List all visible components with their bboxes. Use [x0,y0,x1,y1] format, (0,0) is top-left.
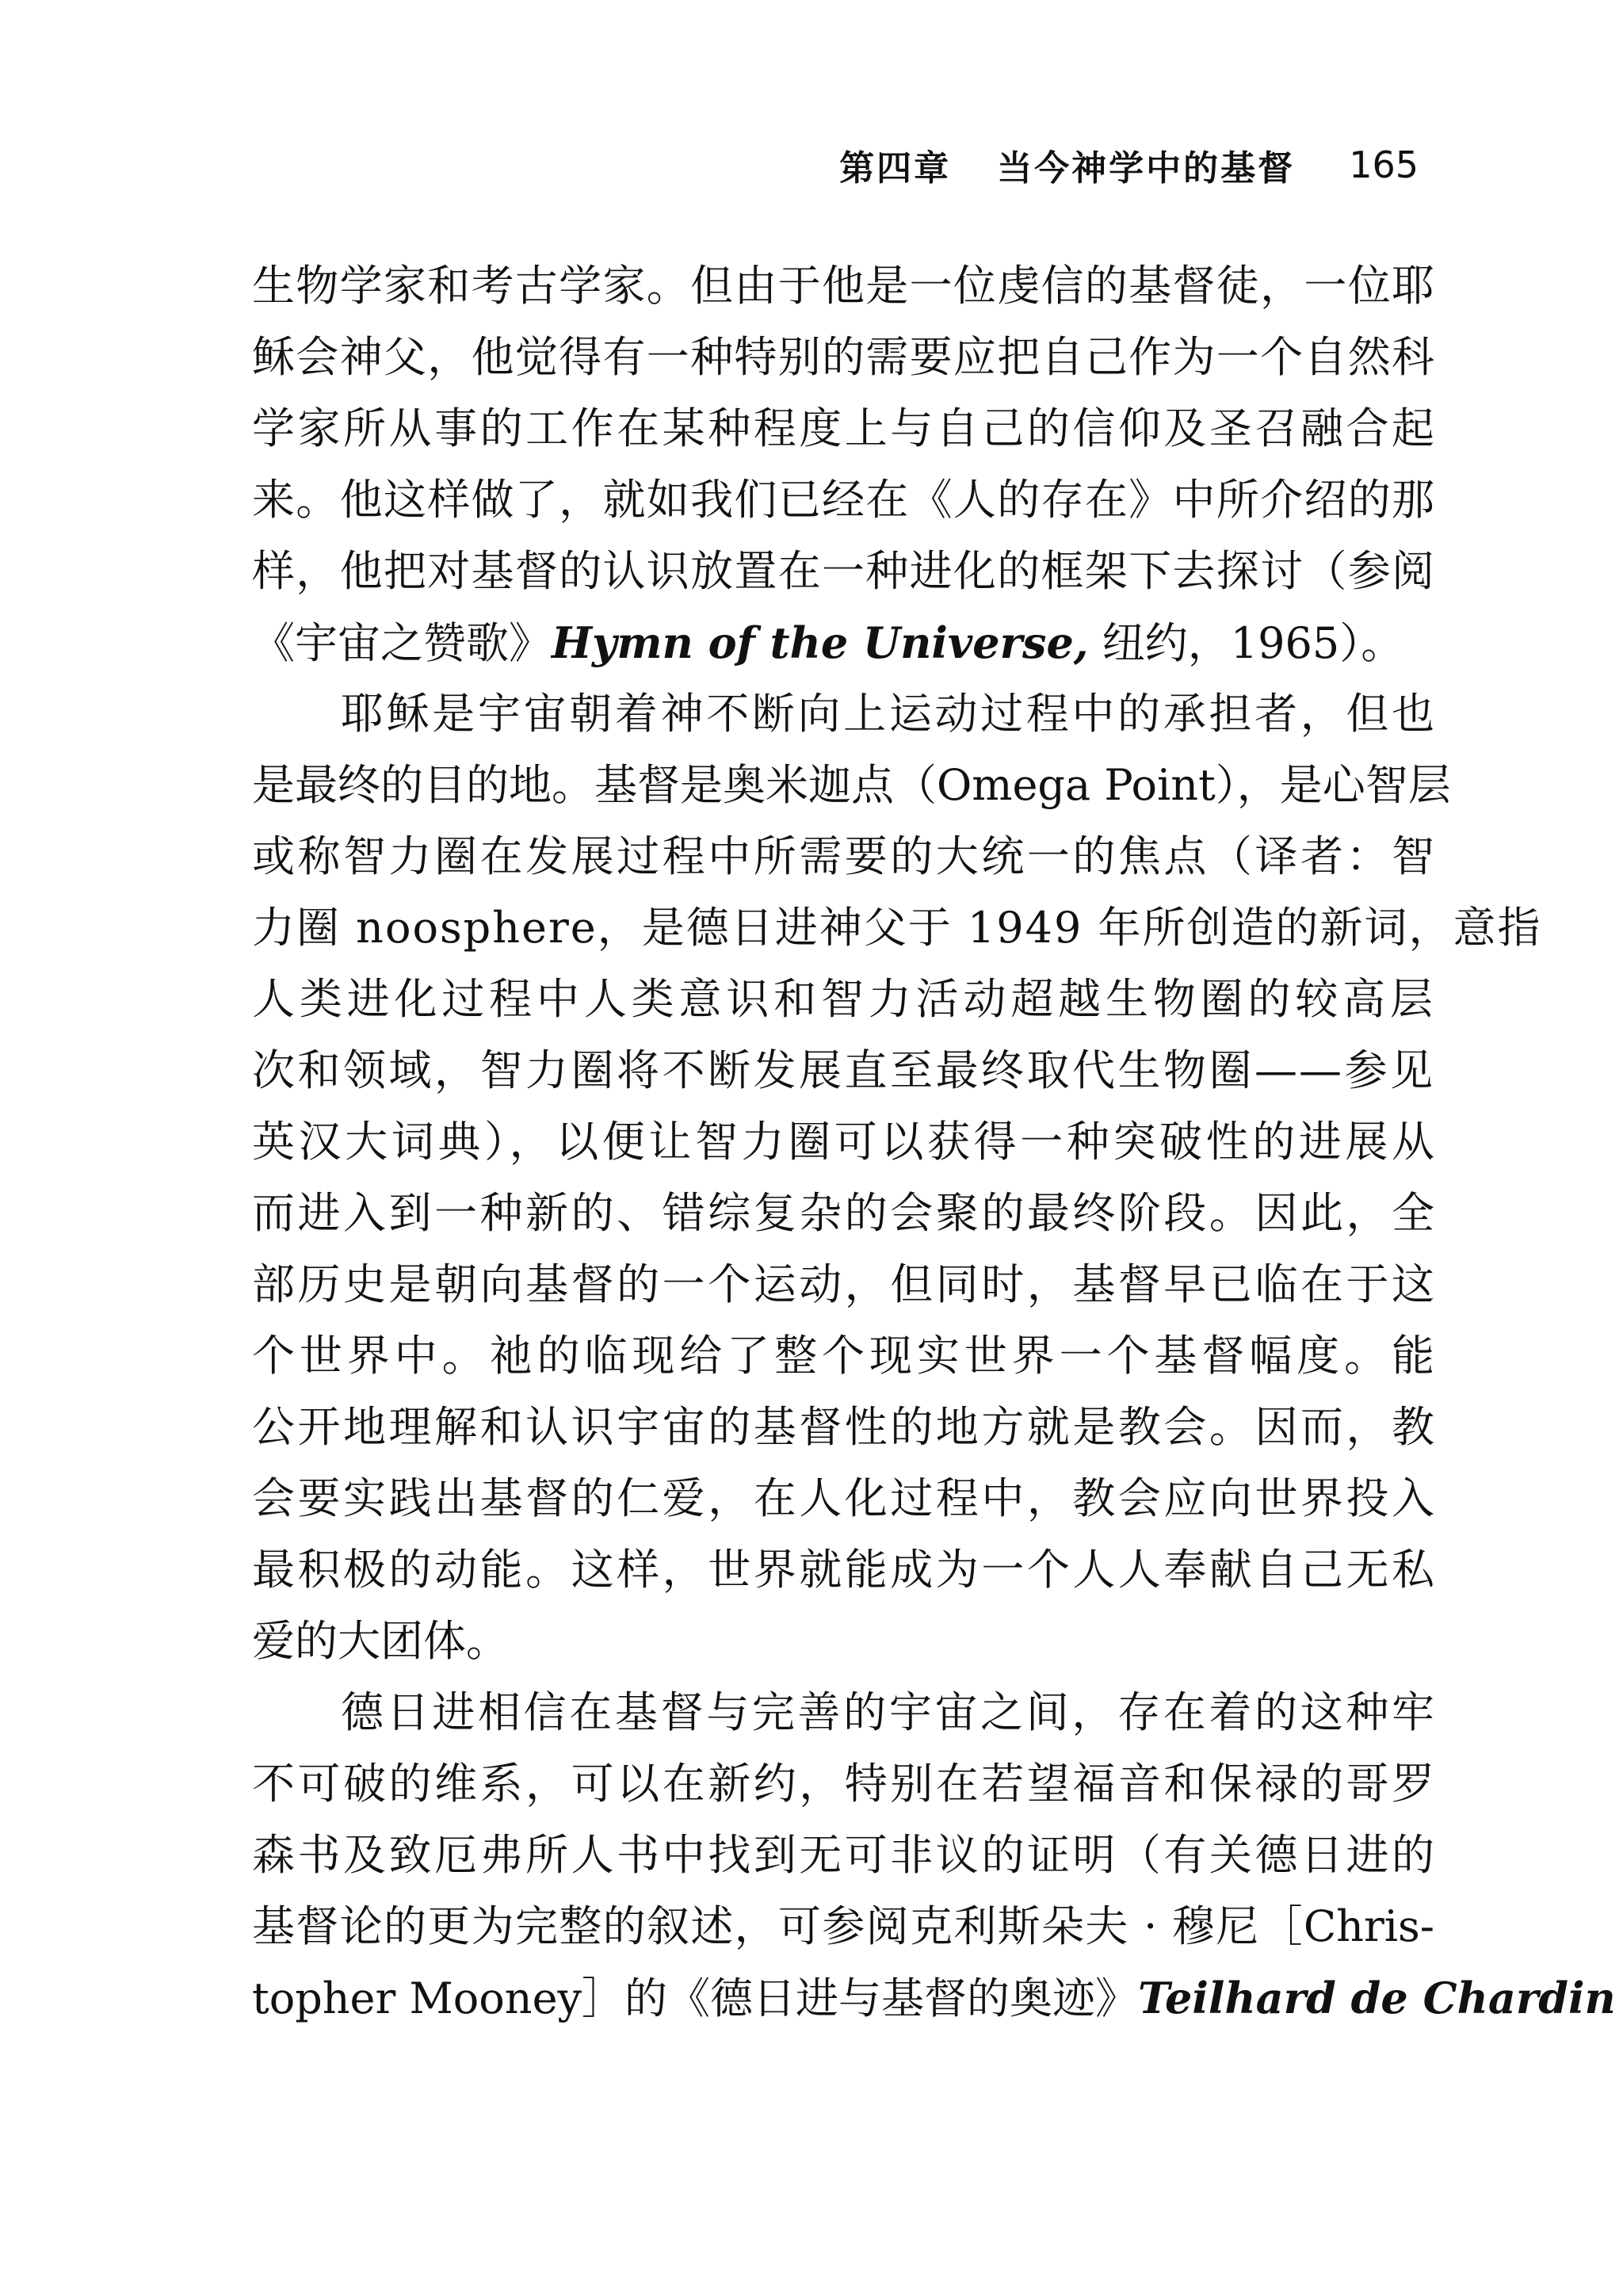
text-line: 样，他把对基督的认识放置在一种进化的框架下去探讨（参阅 [252,546,1434,596]
citation-title-en: Teilhard de Chardin [1138,1973,1616,2023]
citation-place-year: 纽约，1965）。 [1088,618,1404,668]
text-line: 生物学家和考古学家。但由于他是一位虔信的基督徒，一位耶 [252,261,1434,311]
chapter-label: 第四章 [839,148,952,189]
text-line: 会要实践出基督的仁爱，在人化过程中，教会应向世界投入 [252,1473,1434,1523]
text-line: 来。他这样做了，就如我们已经在《人的存在》中所介绍的那 [252,475,1434,525]
text-line: 是最终的目的地。基督是奥米迦点（Omega Point），是心智层 [252,760,1451,810]
text-line: 德日进相信在基督与完善的宇宙之间，存在着的这种牢 [341,1687,1434,1737]
body-text [252,250,1616,2034]
text-line: 稣会神父，他觉得有一种特别的需要应把自己作为一个自然科 [252,332,1434,382]
text-line: 学家所从事的工作在某种程度上与自己的信仰及圣召融合起 [252,403,1434,453]
page-number: 165 [1349,143,1419,186]
chapter-title: 当今神学中的基督 [997,148,1296,189]
text-line: 英汉大词典），以便让智力圈可以获得一种突破性的进展从 [252,1117,1434,1167]
text-line-citation [252,1962,1616,2034]
text-line-citation [252,607,1434,678]
text-line: 不可破的维系，可以在新约，特别在若望福音和保禄的哥罗 [252,1759,1434,1809]
citation-title-en: Hymn of the Universe, [552,617,1089,668]
text-line: 爱的大团体。 [252,1616,509,1666]
text-line: 最积极的动能。这样，世界就能成为一个人人奉献自己无私 [252,1545,1434,1595]
text-line-translator-note: 次和领域，智力圈将不断发展直至最终取代生物圈——参见 [252,1045,1434,1095]
text-line-translator-note: 人类进化过程中人类意识和智力活动超越生物圈的较高层 [252,974,1434,1024]
text-line-translator-note: 力圈 noosphere，是德日进神父于 1949 年所创造的新词，意指 [252,903,1542,953]
text-line: 部历史是朝向基督的一个运动，但同时，基督早已临在于这 [252,1259,1434,1309]
citation-title-zh: 《宇宙之赞歌》 [252,618,552,668]
text-line: 耶稣是宇宙朝着神不断向上运动过程中的承担者，但也 [341,689,1434,739]
running-header [816,133,1419,197]
citation-prefix: topher Mooney］的《德日进与基督的奥迹》 [252,1973,1139,2023]
text-line: 个世界中。祂的临现给了整个现实世界一个基督幅度。能 [252,1331,1434,1381]
text-line: 基督论的更为完整的叙述，可参阅克利斯朵夫 · 穆尼［Chris- [252,1901,1434,1951]
text-line: 或称智力圈在发展过程中所需要的大统一的焦点（译者：智 [252,831,1434,881]
text-line: 而进入到一种新的、错综复杂的会聚的最终阶段。因此，全 [252,1188,1434,1238]
text-line: 森书及致厄弗所人书中找到无可非议的证明（有关德日进的 [252,1830,1434,1880]
text-line: 公开地理解和认识宇宙的基督性的地方就是教会。因而，教 [252,1402,1434,1452]
